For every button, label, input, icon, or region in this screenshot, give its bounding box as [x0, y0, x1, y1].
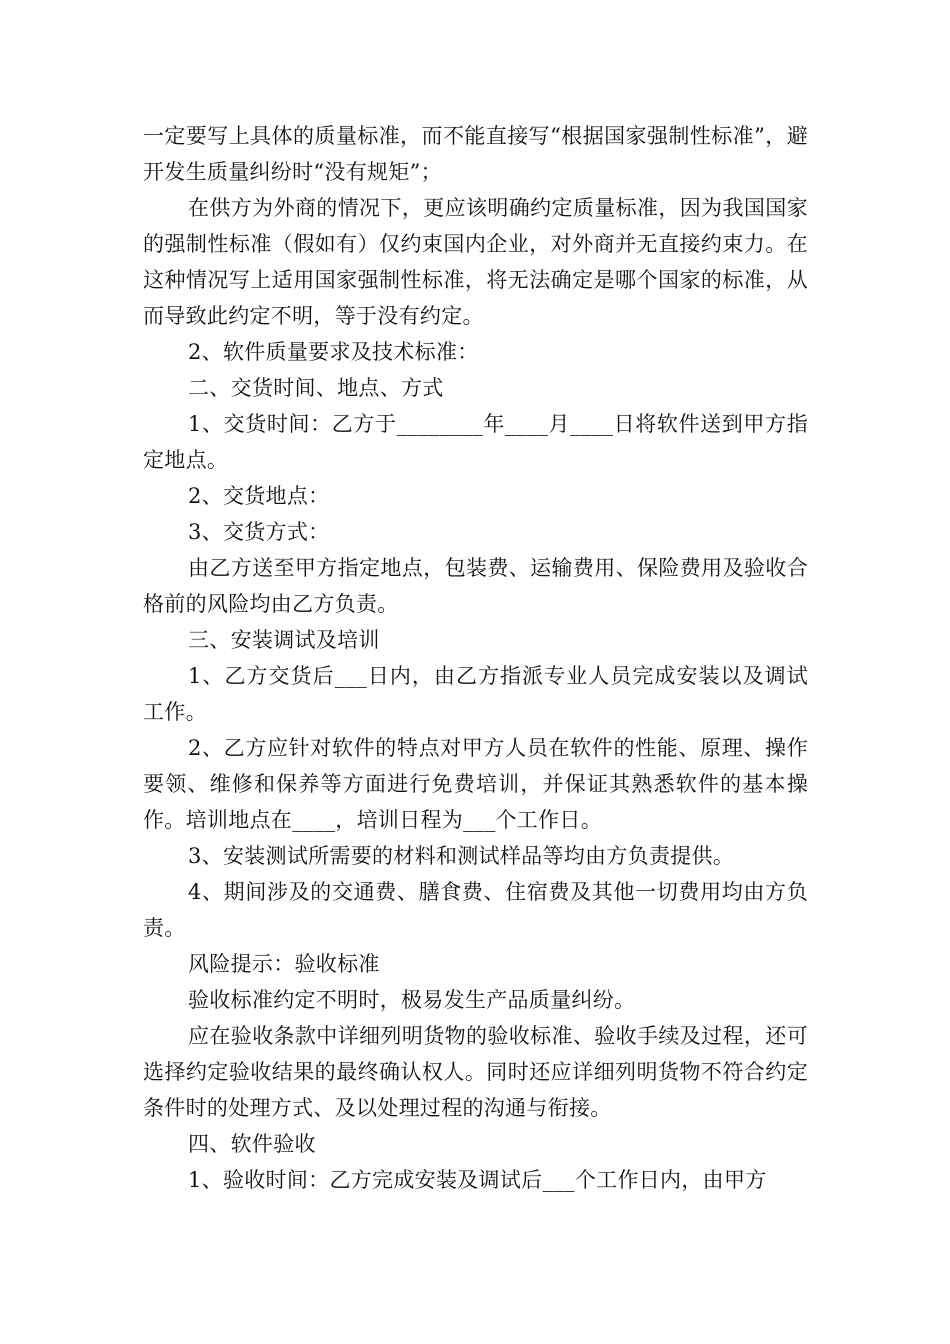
- paragraph: 3、交货方式：: [188, 520, 330, 544]
- paragraph: 2、软件质量要求及技术标准：: [188, 340, 479, 364]
- paragraph: 由乙方送至甲方指定地点，包装费、运输费用、保险费用及验收合格前的风险均由乙方负责。: [143, 556, 808, 616]
- section-heading: 三、安装调试及培训: [188, 628, 380, 652]
- paragraph: 在供方为外商的情况下，更应该明确约定质量标准，因为我国国家的强制性标准（假如有）仅约束国内企业，对外商并无直接约束力。在这种情况写上适用国家强制性标准，将无法确定是哪个国家的标准，从而导致此约定不明，等于没有约定。: [143, 196, 808, 328]
- paragraph: 应在验收条款中详细列明货物的验收标准、验收手续及过程，还可选择约定验收结果的最终确认权人。同时还应详细列明货物不符合约定条件时的处理方式、及以处理过程的沟通与衔接。: [143, 1024, 808, 1120]
- paragraph: 4、期间涉及的交通费、膳食费、住宿费及其他一切费用均由方负责。: [143, 880, 808, 940]
- section-heading: 四、软件验收: [188, 1132, 316, 1156]
- paragraph: 一定要写上具体的质量标准，而不能直接写“根据国家强制性标准”，避开发生质量纠纷时“没有规矩”；: [143, 124, 808, 184]
- section-heading: 二、交货时间、地点、方式: [188, 376, 444, 400]
- paragraph: 3、安装测试所需要的材料和测试样品等均由方负责提供。: [188, 844, 735, 868]
- paragraph: 2、交货地点：: [188, 484, 330, 508]
- paragraph: 验收标准约定不明时，极易发生产品质量纠纷。: [188, 988, 636, 1012]
- paragraph: 1、乙方交货后___日内，由乙方指派专业人员完成安装以及调试工作。: [143, 664, 808, 724]
- document-body: [143, 118, 808, 1198]
- risk-heading: 风险提示：验收标准: [188, 952, 380, 976]
- paragraph: 1、验收时间：乙方完成安装及调试后___个工作日内，由甲方: [188, 1168, 767, 1192]
- paragraph: 2、乙方应针对软件的特点对甲方人员在软件的性能、原理、操作要领、维修和保养等方面进行免费培训，并保证其熟悉软件的基本操作。培训地点在____，培训日程为___个工作日。: [143, 736, 808, 832]
- paragraph: 1、交货时间：乙方于________年____月____日将软件送到甲方指定地点。: [143, 412, 808, 472]
